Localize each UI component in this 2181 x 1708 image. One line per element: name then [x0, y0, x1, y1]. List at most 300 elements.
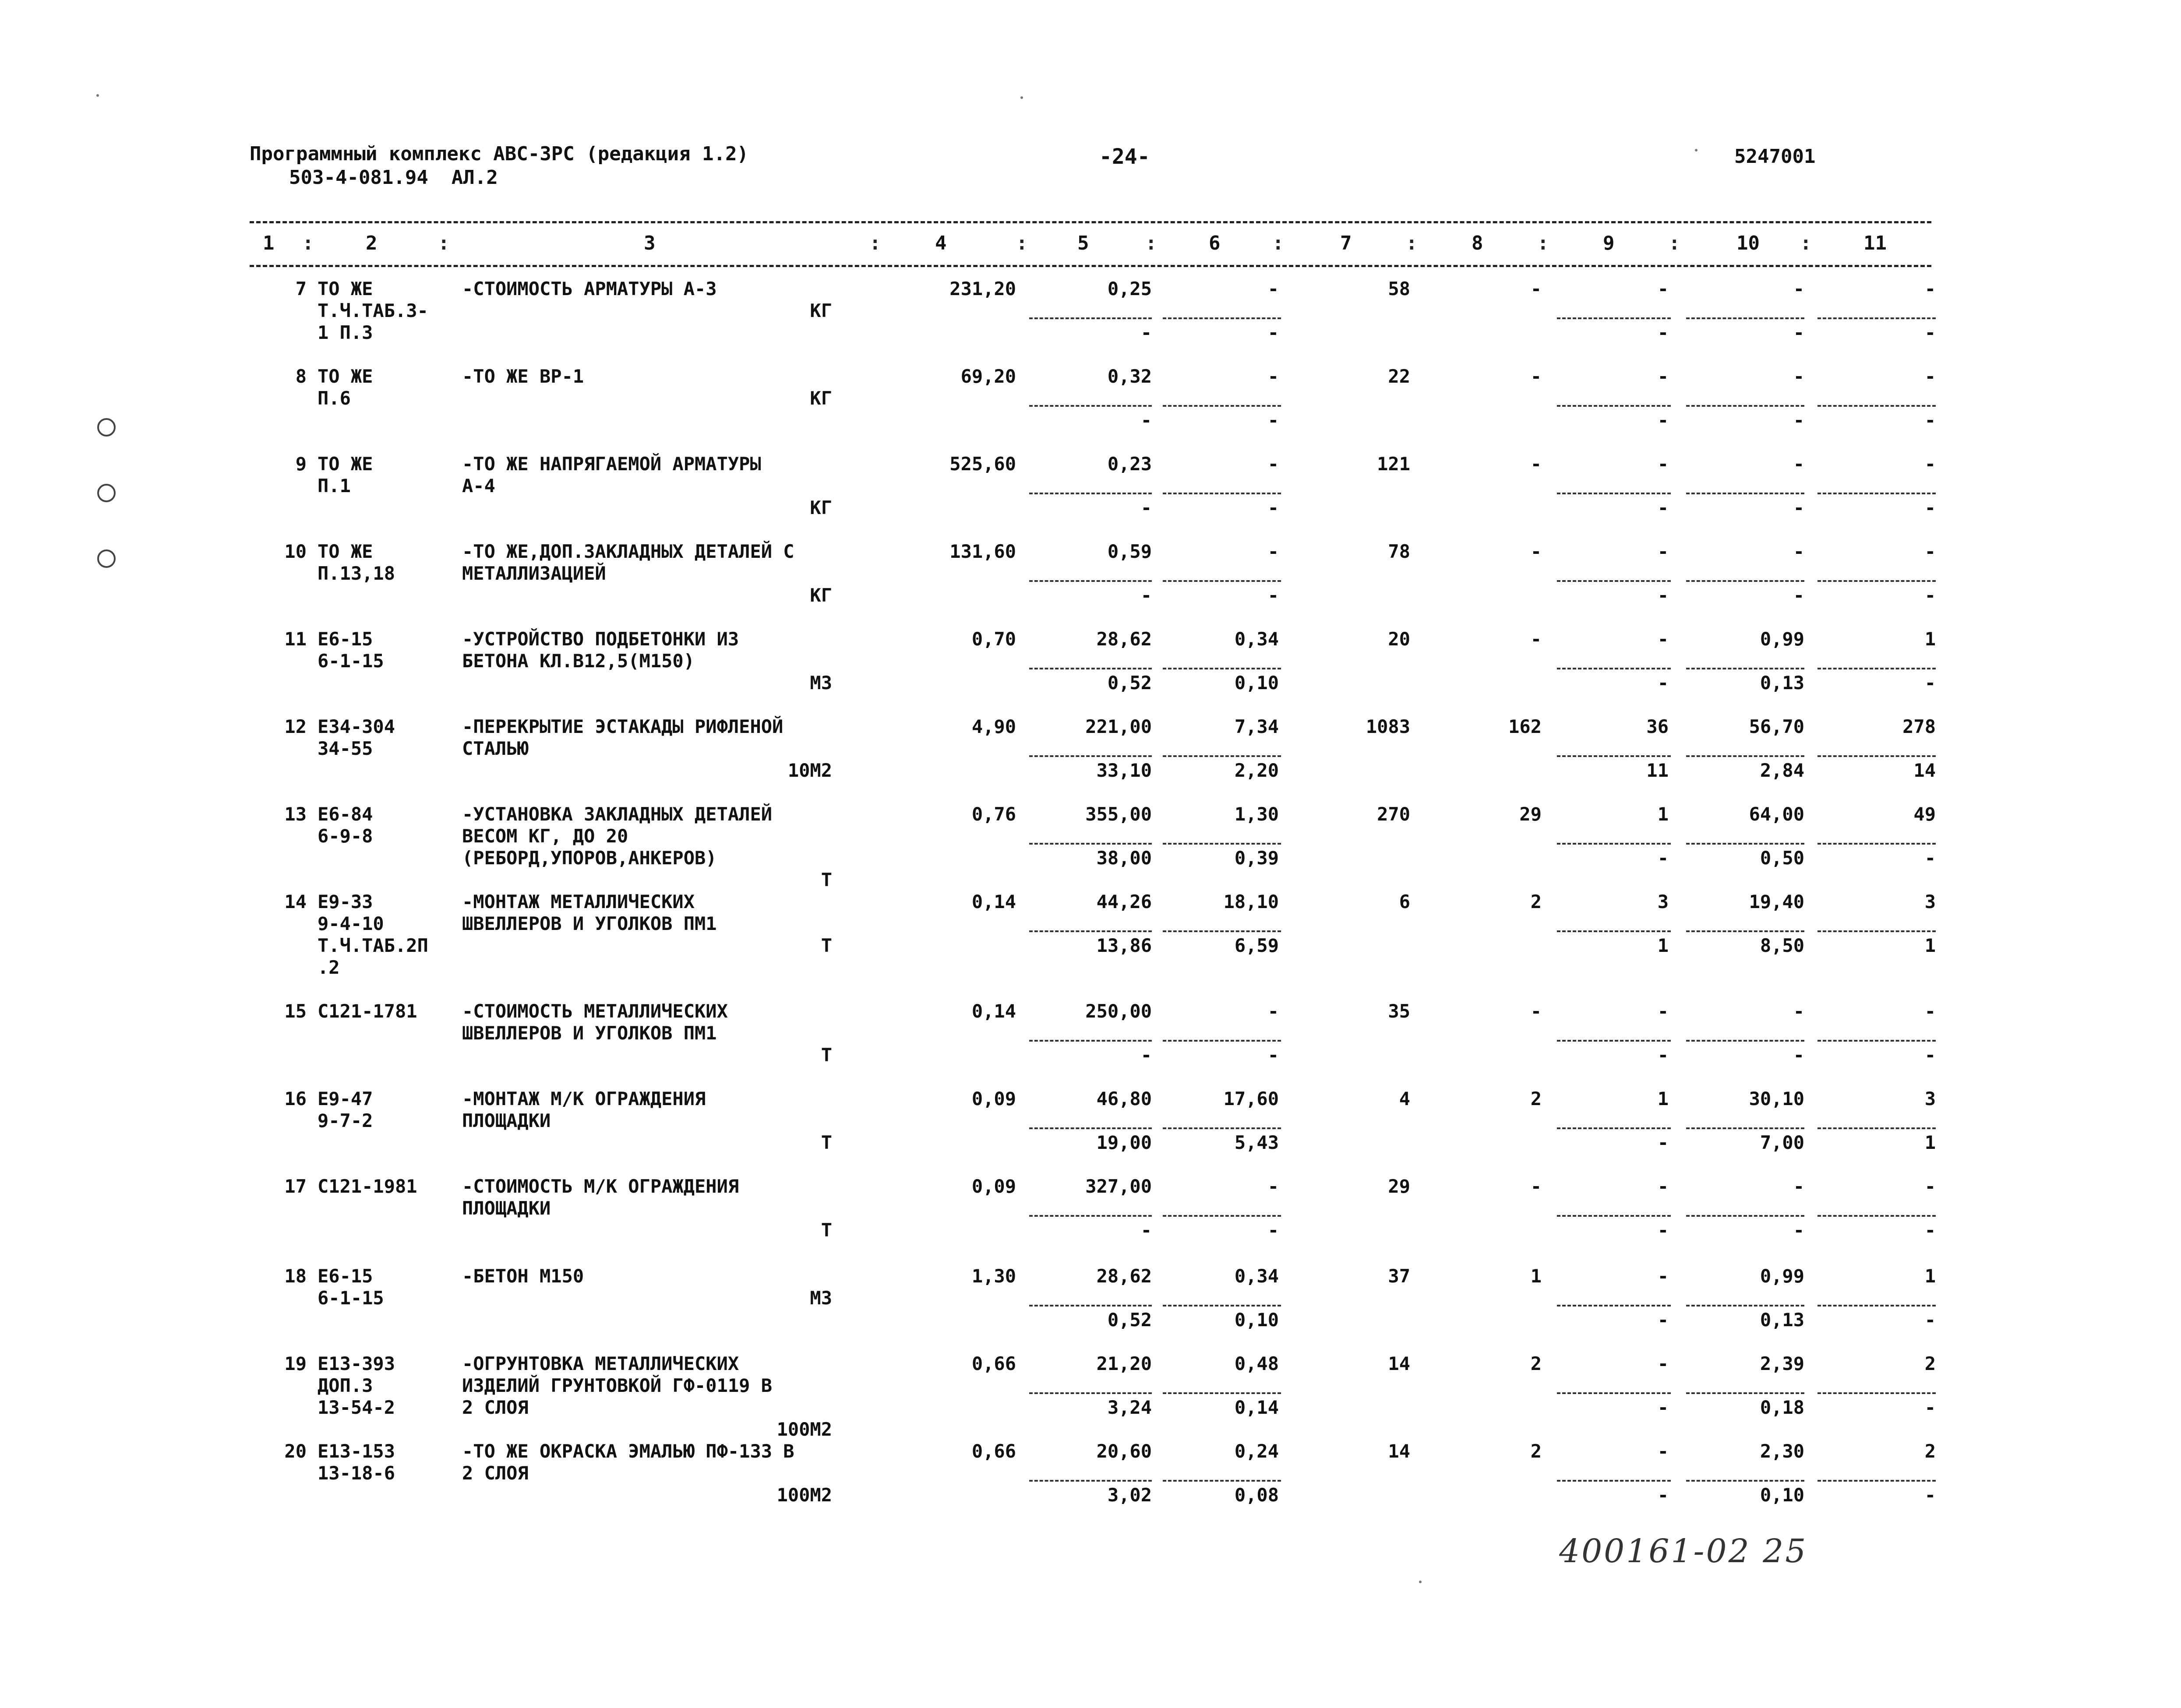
cell-c6a: -: [1267, 453, 1279, 475]
table-row: [0, 1088, 2181, 1176]
project-code: 503-4-081.94 АЛ.2: [289, 166, 498, 189]
cell-c6b: 5,43: [1234, 1132, 1279, 1153]
cell-c11a: -: [1924, 453, 1936, 475]
cell-c10a: -: [1793, 541, 1804, 562]
cell-divider: [1163, 668, 1281, 669]
cell-c5a: 21,20: [1096, 1353, 1152, 1374]
cell-divider: [1686, 1480, 1804, 1482]
cell-qty: 0,66: [971, 1353, 1016, 1374]
cell-c11a: 1: [1924, 628, 1936, 650]
cell-desc: -СТОИМОСТЬ МЕТАЛЛИЧЕСКИХ ШВЕЛЛЕРОВ И УГОЛКОВ ПМ1: [462, 1000, 728, 1044]
column-number-3: 3: [644, 232, 656, 254]
cell-c9b: -: [1657, 1309, 1669, 1331]
cell-divider: [1686, 668, 1804, 669]
cell-code: Е6-15 6-1-15: [318, 1265, 384, 1309]
cell-c6a: 18,10: [1223, 891, 1279, 912]
cell-desc: -БЕТОН М150: [462, 1265, 584, 1287]
column-number-8: 8: [1472, 232, 1483, 254]
cell-c7: 29: [1388, 1176, 1410, 1197]
cell-unit: КГ: [810, 585, 832, 606]
cell-c6b: 0,14: [1234, 1397, 1279, 1418]
cell-c5b: -: [1140, 409, 1152, 431]
column-separator: :: [1406, 232, 1418, 254]
cell-c8: 162: [1508, 716, 1542, 737]
cell-c6b: -: [1267, 1219, 1279, 1241]
cell-divider: [1029, 755, 1152, 757]
cell-c10b: -: [1793, 409, 1804, 431]
cell-c7: 78: [1388, 541, 1410, 562]
cell-c9a: 1: [1657, 1088, 1669, 1109]
cell-code: Е9-33 9-4-10 Т.Ч.ТАБ.2П .2: [318, 891, 428, 978]
cell-num: 19: [284, 1353, 307, 1374]
cell-c5a: 44,26: [1096, 891, 1152, 912]
cell-c5a: 221,00: [1085, 716, 1152, 737]
cell-code: Е13-153 13-18-6: [318, 1440, 395, 1484]
table-row: [0, 366, 2181, 453]
cell-c6b: -: [1267, 497, 1279, 518]
cell-c5b: -: [1140, 1044, 1152, 1066]
cell-c5a: 355,00: [1085, 803, 1152, 825]
cell-num: 15: [284, 1000, 307, 1022]
cell-divider: [1686, 580, 1804, 582]
table-row: [0, 803, 2181, 891]
cell-c5a: 0,25: [1107, 278, 1152, 299]
cell-c11a: 278: [1902, 716, 1936, 737]
column-separator: :: [1537, 232, 1549, 254]
cell-c7: 58: [1388, 278, 1410, 299]
cell-divider: [1817, 755, 1936, 757]
column-separator: :: [1669, 232, 1680, 254]
cell-divider: [1557, 1040, 1671, 1042]
cell-c5b: 3,24: [1107, 1397, 1152, 1418]
cell-code: ТО ЖЕ П.13,18: [318, 541, 395, 584]
cell-c11a: -: [1924, 1000, 1936, 1022]
cell-c7: 4: [1399, 1088, 1410, 1109]
cell-c8: -: [1530, 628, 1542, 650]
column-number-9: 9: [1603, 232, 1615, 254]
cell-c8: -: [1530, 453, 1542, 475]
column-number-5: 5: [1077, 232, 1089, 254]
column-separator: :: [869, 232, 881, 254]
cell-code: С121-1781: [318, 1000, 417, 1022]
table-row: [0, 453, 2181, 541]
cell-c5b: -: [1140, 585, 1152, 606]
cell-divider: [1686, 1215, 1804, 1217]
cell-c5b: 19,00: [1096, 1132, 1152, 1153]
cell-code: Е13-393 ДОП.3 13-54-2: [318, 1353, 395, 1418]
cell-qty: 231,20: [949, 278, 1016, 299]
cell-unit: Т: [821, 1044, 832, 1066]
cell-qty: 0,76: [971, 803, 1016, 825]
cell-c10b: 0,10: [1760, 1484, 1804, 1506]
cell-c6a: 0,34: [1234, 628, 1279, 650]
cell-divider: [1029, 1040, 1152, 1042]
cell-c10a: 0,99: [1760, 1265, 1804, 1287]
cell-c9b: -: [1657, 1044, 1669, 1066]
cell-c9b: -: [1657, 672, 1669, 694]
cell-c6b: -: [1267, 409, 1279, 431]
cell-c5a: 28,62: [1096, 1265, 1152, 1287]
cell-c9b: -: [1657, 1397, 1669, 1418]
cell-c11b: 1: [1924, 935, 1936, 956]
cell-divider: [1163, 317, 1281, 319]
cell-c9a: -: [1657, 366, 1669, 387]
cell-c6b: 0,39: [1234, 847, 1279, 869]
cell-divider: [1557, 668, 1671, 669]
cell-divider: [1029, 668, 1152, 669]
table-row: [0, 1000, 2181, 1088]
cell-code: С121-1981: [318, 1176, 417, 1197]
cell-divider: [1686, 405, 1804, 407]
cell-c5b: 33,10: [1096, 760, 1152, 781]
cell-c9a: -: [1657, 1000, 1669, 1022]
cell-c9b: -: [1657, 409, 1669, 431]
cell-divider: [1686, 930, 1804, 932]
cell-c5b: -: [1140, 1219, 1152, 1241]
cell-code: Е6-84 6-9-8: [318, 803, 373, 847]
cell-c10a: -: [1793, 1176, 1804, 1197]
cell-c7: 121: [1377, 453, 1410, 475]
cell-divider: [1817, 843, 1936, 845]
cell-c6b: 6,59: [1234, 935, 1279, 956]
cell-divider: [1817, 1392, 1936, 1394]
cell-c5a: 250,00: [1085, 1000, 1152, 1022]
cell-c10b: 0,50: [1760, 847, 1804, 869]
cell-qty: 1,30: [971, 1265, 1016, 1287]
cell-c7: 6: [1399, 891, 1410, 912]
cell-divider: [1817, 317, 1936, 319]
cell-qty: 69,20: [960, 366, 1016, 387]
cell-code: Е34-304 34-55: [318, 716, 395, 759]
cell-divider: [1686, 493, 1804, 494]
cell-qty: 0,14: [971, 891, 1016, 912]
cell-c5a: 20,60: [1096, 1440, 1152, 1462]
cell-c7: 22: [1388, 366, 1410, 387]
cell-desc: -УСТРОЙСТВО ПОДБЕТОНКИ ИЗ БЕТОНА КЛ.В12,5(М150): [462, 628, 739, 672]
cell-unit: М3: [810, 1287, 832, 1309]
cell-divider: [1163, 1127, 1281, 1129]
cell-c5b: 3,02: [1107, 1484, 1152, 1506]
cell-c8: 29: [1519, 803, 1542, 825]
cell-qty: 0,14: [971, 1000, 1016, 1022]
cell-divider: [1163, 493, 1281, 494]
column-number-10: 10: [1736, 232, 1760, 254]
cell-qty: 0,66: [971, 1440, 1016, 1462]
cell-c6a: 0,24: [1234, 1440, 1279, 1462]
table-row: [0, 1353, 2181, 1440]
cell-c11b: 14: [1913, 760, 1936, 781]
cell-num: 8: [295, 366, 307, 387]
cell-c7: 37: [1388, 1265, 1410, 1287]
table-row: [0, 1176, 2181, 1263]
cell-c11b: -: [1924, 585, 1936, 606]
cell-c6a: -: [1267, 278, 1279, 299]
cell-divider: [1029, 580, 1152, 582]
cell-c7: 1083: [1366, 716, 1410, 737]
cell-num: 20: [284, 1440, 307, 1462]
cell-c6b: -: [1267, 1044, 1279, 1066]
cell-c5a: 46,80: [1096, 1088, 1152, 1109]
cell-divider: [1557, 1215, 1671, 1217]
cell-c11a: -: [1924, 1176, 1936, 1197]
cell-c9a: -: [1657, 541, 1669, 562]
cell-desc: -УСТАНОВКА ЗАКЛАДНЫХ ДЕТАЛЕЙ ВЕСОМ КГ, ДО 20 (РЕБОРД,УПОРОВ,АНКЕРОВ): [462, 803, 773, 869]
table-row: [0, 541, 2181, 628]
column-separator: :: [1800, 232, 1812, 254]
cell-divider: [1163, 1392, 1281, 1394]
cell-divider: [1557, 930, 1671, 932]
cell-divider: [1029, 405, 1152, 407]
cell-unit: 100М2: [776, 1484, 832, 1506]
cell-divider: [1557, 493, 1671, 494]
cell-divider: [1557, 755, 1671, 757]
cell-divider: [1557, 580, 1671, 582]
cell-c5a: 327,00: [1085, 1176, 1152, 1197]
cell-c10a: -: [1793, 366, 1804, 387]
cell-c7: 14: [1388, 1353, 1410, 1374]
cell-c8: 2: [1530, 1440, 1542, 1462]
cell-c9a: -: [1657, 278, 1669, 299]
cell-c6b: 0,10: [1234, 1309, 1279, 1331]
cell-c11b: -: [1924, 409, 1936, 431]
page-number: -24-: [1099, 144, 1150, 169]
cell-num: 9: [295, 453, 307, 475]
cell-c11a: 3: [1924, 1088, 1936, 1109]
cell-divider: [1686, 843, 1804, 845]
cell-c8: -: [1530, 1000, 1542, 1022]
cell-c6a: -: [1267, 1176, 1279, 1197]
cell-c10a: 19,40: [1749, 891, 1804, 912]
cell-divider: [1557, 1305, 1671, 1307]
cell-divider: [1686, 1127, 1804, 1129]
cell-c10a: 0,99: [1760, 628, 1804, 650]
cell-c11a: 1: [1924, 1265, 1936, 1287]
cell-c10a: -: [1793, 453, 1804, 475]
cell-num: 11: [284, 628, 307, 650]
cell-desc: -СТОИМОСТЬ М/К ОГРАЖДЕНИЯ ПЛОЩАДКИ: [462, 1176, 739, 1219]
cell-divider: [1163, 580, 1281, 582]
cell-c6b: -: [1267, 322, 1279, 343]
column-separator: :: [1272, 232, 1284, 254]
cell-divider: [1029, 1215, 1152, 1217]
cell-c6a: 1,30: [1234, 803, 1279, 825]
cell-divider: [1029, 843, 1152, 845]
cell-c11b: -: [1924, 497, 1936, 518]
column-separator: :: [438, 232, 450, 254]
cell-divider: [1029, 1127, 1152, 1129]
cell-c6a: 0,48: [1234, 1353, 1279, 1374]
cell-desc: -ТО ЖЕ ОКРАСКА ЭМАЛЬЮ ПФ-133 В 2 СЛОЯ: [462, 1440, 794, 1484]
column-number-7: 7: [1340, 232, 1352, 254]
cell-c9b: 1: [1657, 935, 1669, 956]
program-title: Программный комплекс АВС-3РС (редакция 1.2): [250, 143, 749, 165]
cell-divider: [1817, 580, 1936, 582]
cell-c10b: 8,50: [1760, 935, 1804, 956]
cell-unit: КГ: [810, 300, 832, 321]
cell-divider: [1686, 1040, 1804, 1042]
cell-c10b: -: [1793, 585, 1804, 606]
cell-qty: 4,90: [971, 716, 1016, 737]
cell-c11b: -: [1924, 847, 1936, 869]
cell-unit: 10М2: [787, 760, 832, 781]
cell-divider: [1029, 317, 1152, 319]
cell-divider: [1686, 755, 1804, 757]
cell-divider: [1557, 1480, 1671, 1482]
cell-divider: [1029, 1392, 1152, 1394]
cell-unit: Т: [821, 935, 832, 956]
cell-c9a: -: [1657, 1176, 1669, 1197]
cell-divider: [1686, 1305, 1804, 1307]
cell-c9a: -: [1657, 628, 1669, 650]
cell-c5b: 38,00: [1096, 847, 1152, 869]
cell-qty: 0,09: [971, 1088, 1016, 1109]
column-separator: :: [1145, 232, 1157, 254]
cell-c9a: -: [1657, 1265, 1669, 1287]
cell-divider: [1817, 1305, 1936, 1307]
cell-c10b: 0,13: [1760, 672, 1804, 694]
cell-unit: Т: [821, 1132, 832, 1153]
cell-divider: [1029, 1305, 1152, 1307]
cell-c9a: 1: [1657, 803, 1669, 825]
cell-desc: -МОНТАЖ МЕТАЛЛИЧЕСКИХ ШВЕЛЛЕРОВ И УГОЛКОВ ПМ1: [462, 891, 717, 934]
table-row: [0, 716, 2181, 803]
cell-desc: -ПЕРЕКРЫТИЕ ЭСТАКАДЫ РИФЛЕНОЙ СТАЛЬЮ: [462, 716, 783, 759]
cell-divider: [1557, 1127, 1671, 1129]
cell-divider: [1029, 930, 1152, 932]
cell-c9a: -: [1657, 1353, 1669, 1374]
cell-desc: -МОНТАЖ М/К ОГРАЖДЕНИЯ ПЛОЩАДКИ: [462, 1088, 706, 1131]
cell-c5a: 28,62: [1096, 628, 1152, 650]
column-number-1: 1: [263, 232, 275, 254]
cell-c11a: 49: [1913, 803, 1936, 825]
cell-c11a: -: [1924, 278, 1936, 299]
cell-c10b: 0,13: [1760, 1309, 1804, 1331]
handwritten-note: 400161-02 25: [1559, 1532, 1808, 1570]
cell-divider: [1163, 930, 1281, 932]
cell-qty: 0,70: [971, 628, 1016, 650]
column-separator: :: [302, 232, 314, 254]
cell-c8: 2: [1530, 1353, 1542, 1374]
cell-divider: [1029, 493, 1152, 494]
cell-divider: [1817, 668, 1936, 669]
cell-unit: М3: [810, 672, 832, 694]
cell-unit: Т: [821, 1219, 832, 1241]
cell-unit: 100М2: [776, 1419, 832, 1440]
cell-c10b: -: [1793, 497, 1804, 518]
cell-c5b: 13,86: [1096, 935, 1152, 956]
cell-num: 17: [284, 1176, 307, 1197]
cell-c6a: 17,60: [1223, 1088, 1279, 1109]
cell-c6a: -: [1267, 366, 1279, 387]
cell-c5b: 0,52: [1107, 1309, 1152, 1331]
cell-c9b: 11: [1646, 760, 1669, 781]
cell-qty: 131,60: [949, 541, 1016, 562]
cell-c11b: 1: [1924, 1132, 1936, 1153]
cell-divider: [1817, 1480, 1936, 1482]
table-row: [0, 1265, 2181, 1353]
cell-c10a: 2,30: [1760, 1440, 1804, 1462]
cell-c7: 14: [1388, 1440, 1410, 1462]
cell-c8: -: [1530, 541, 1542, 562]
cell-c10a: 30,10: [1749, 1088, 1804, 1109]
cell-c10b: 0,18: [1760, 1397, 1804, 1418]
cell-qty: 525,60: [949, 453, 1016, 475]
cell-code: Е9-47 9-7-2: [318, 1088, 373, 1131]
cell-c7: 20: [1388, 628, 1410, 650]
cell-divider: [1817, 930, 1936, 932]
cell-c8: 2: [1530, 1088, 1542, 1109]
cell-c9b: -: [1657, 497, 1669, 518]
cell-c10a: 2,39: [1760, 1353, 1804, 1374]
cell-divider: [1163, 1040, 1281, 1042]
cell-divider: [1557, 317, 1671, 319]
cell-c8: -: [1530, 1176, 1542, 1197]
cell-c8: -: [1530, 278, 1542, 299]
cell-c10b: 2,84: [1760, 760, 1804, 781]
cell-c11b: -: [1924, 1397, 1936, 1418]
cell-c8: 1: [1530, 1265, 1542, 1287]
cell-c9a: -: [1657, 453, 1669, 475]
cell-divider: [1817, 1215, 1936, 1217]
cell-divider: [1029, 1480, 1152, 1482]
cell-c11b: -: [1924, 672, 1936, 694]
cell-unit: КГ: [810, 497, 832, 518]
cell-c11b: -: [1924, 1044, 1936, 1066]
cell-c9b: -: [1657, 847, 1669, 869]
cell-code: ТО ЖЕ Т.Ч.ТАБ.3- 1 П.3: [318, 278, 428, 343]
cell-c5b: -: [1140, 322, 1152, 343]
cell-c9b: -: [1657, 1484, 1669, 1506]
cell-qty: 0,09: [971, 1176, 1016, 1197]
cell-num: 12: [284, 716, 307, 737]
cell-c6a: 7,34: [1234, 716, 1279, 737]
cell-c10b: -: [1793, 322, 1804, 343]
cell-c10b: 7,00: [1760, 1132, 1804, 1153]
cell-code: ТО ЖЕ П.6: [318, 366, 373, 409]
cell-code: ТО ЖЕ П.1: [318, 453, 373, 497]
cell-c6a: -: [1267, 1000, 1279, 1022]
cell-divider: [1817, 1040, 1936, 1042]
cell-c5b: -: [1140, 497, 1152, 518]
column-number-4: 4: [935, 232, 947, 254]
cell-num: 14: [284, 891, 307, 912]
cell-desc: -ОГРУНТОВКА МЕТАЛЛИЧЕСКИХ ИЗДЕЛИЙ ГРУНТОВКОЙ ГФ-0119 В 2 СЛОЯ: [462, 1353, 773, 1418]
cell-c11a: 2: [1924, 1440, 1936, 1462]
column-number-2: 2: [366, 232, 378, 254]
cell-divider: [1557, 405, 1671, 407]
cell-c10a: 56,70: [1749, 716, 1804, 737]
cell-c5b: 0,52: [1107, 672, 1152, 694]
cell-c10a: -: [1793, 1000, 1804, 1022]
cell-c6b: 2,20: [1234, 760, 1279, 781]
cell-c10b: -: [1793, 1044, 1804, 1066]
document-code: 5247001: [1734, 145, 1816, 168]
cell-c10b: -: [1793, 1219, 1804, 1241]
cell-divider: [1163, 1480, 1281, 1482]
cell-divider: [1163, 843, 1281, 845]
cell-unit: КГ: [810, 387, 832, 409]
cell-c11a: 3: [1924, 891, 1936, 912]
cell-c5a: 0,59: [1107, 541, 1152, 562]
cell-num: 7: [295, 278, 307, 299]
cell-c11b: -: [1924, 1309, 1936, 1331]
cell-c11b: -: [1924, 322, 1936, 343]
cell-c11a: -: [1924, 541, 1936, 562]
cell-c5a: 0,32: [1107, 366, 1152, 387]
cell-num: 10: [284, 541, 307, 562]
cell-c9a: 36: [1646, 716, 1669, 737]
cell-c6a: 0,34: [1234, 1265, 1279, 1287]
